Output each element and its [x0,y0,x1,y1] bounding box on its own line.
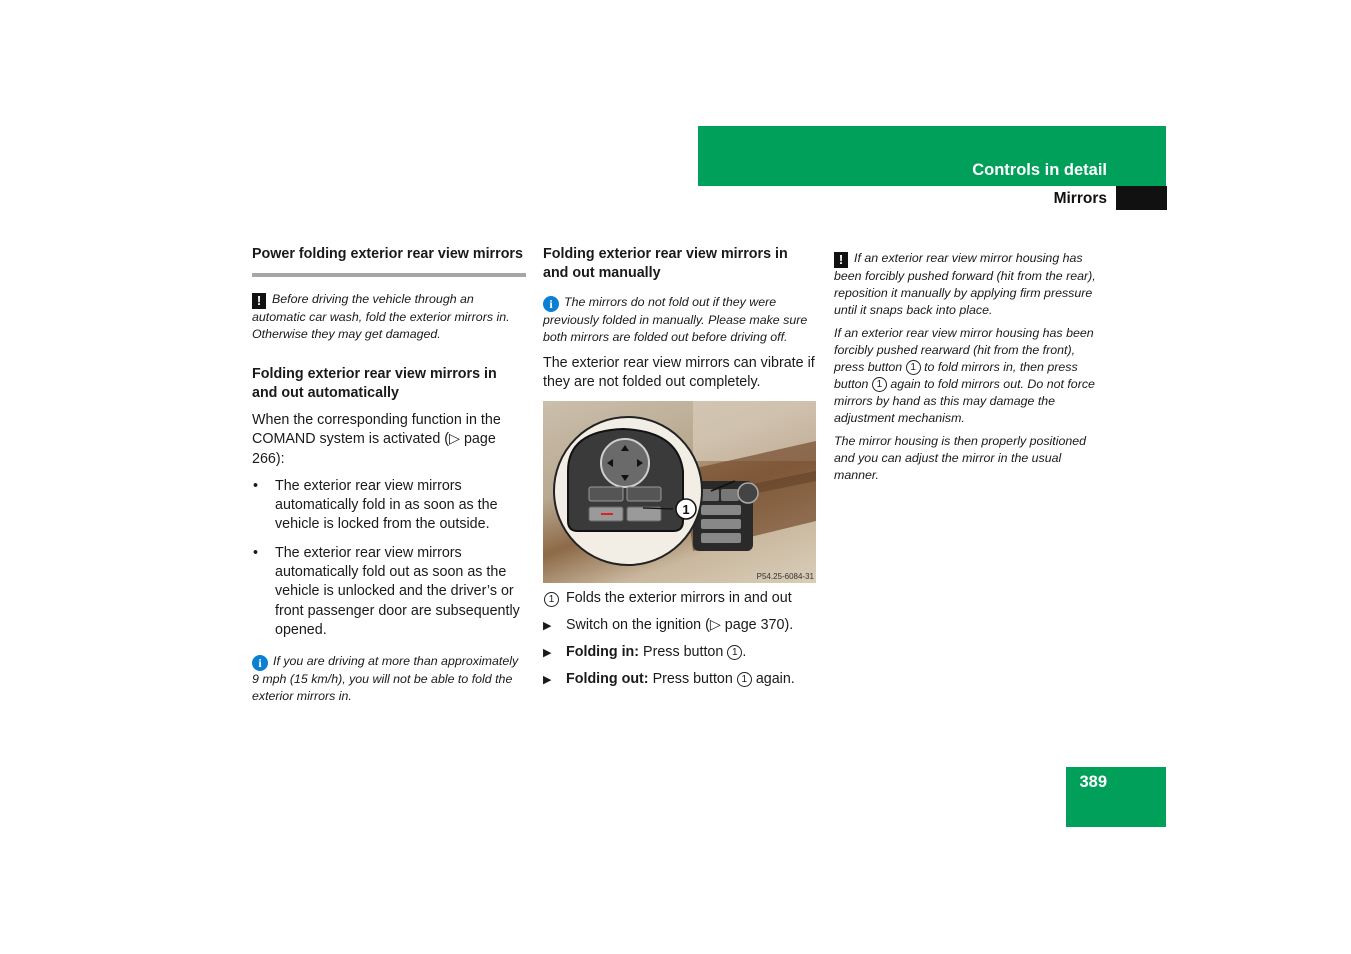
arrow-icon: ▶ [543,619,552,632]
legend-number: 1 [544,592,559,607]
column-2 [543,245,817,690]
note-paragraph: The mirror housing is then properly positioned and you can adjust the mirror in the usual manner. [834,434,1087,482]
warning-note [252,291,526,343]
step-tail: . [742,644,747,661]
header-bar [698,126,1166,186]
subsection-title: Mirrors [1053,190,1107,207]
note-text: again to fold mirrors out. Do not force mirrors by hand as this may damage the adjustment mechanism. [834,377,1095,425]
subsection-marker [1116,186,1167,210]
step-item [543,616,817,635]
callout-number: 1 [682,501,690,517]
heading-rule [252,273,526,277]
info-note [543,294,817,346]
warning-icon: ! [834,252,848,268]
info-text: If you are driving at more than approximately 9 mph (15 km/h), you will not be able to fold the exterior mirrors in. [252,654,519,704]
list-item: • The exterior rear view mirrors automatically fold in as soon as the vehicle is locked from the outside. [252,477,526,535]
info-icon: i [543,296,559,312]
heading-automatic: Folding exterior rear view mirrors in and out automatically [252,366,497,401]
arrow-icon: ▶ [543,647,552,660]
page-number-box [1066,767,1166,827]
list-item: • The exterior rear view mirrors automatically fold out as soon as the vehicle is unlocked and the driver’s or front passenger door are subsequently opened. [252,544,526,640]
step-label: Folding in: [566,644,640,661]
step-text: Press button [643,644,724,661]
warning-note [834,250,1107,319]
section-title: Controls in detail [972,161,1107,179]
legend-item [543,589,817,608]
arrow-icon: ▶ [543,674,552,687]
page-number: 389 [1079,773,1107,791]
step-tail: again. [755,671,795,688]
button-number: 1 [906,360,921,375]
heading-power-folding: Power folding exterior rear view mirrors [252,246,523,262]
warning-icon: ! [252,293,266,309]
step-item [543,643,817,662]
warning-text: If an exterior rear view mirror housing has been forcibly pushed forward (hit from the rear), reposition it manually by applying firm pressure until it snaps back into place. [834,251,1096,317]
step-text: Press button [652,671,733,688]
column-1 [252,245,526,705]
info-note [252,653,526,705]
image-code: P54.25-6084-31 [756,571,814,581]
vibrate-text: The exterior rear view mirrors can vibrate if they are not folded out completely. [543,355,815,391]
column-3 [834,245,1107,484]
step-number: 1 [727,645,742,660]
legend-text: Folds the exterior mirrors in and out [566,589,792,606]
note-text: If an exterior rear view mirror housing has been forcibly pushed rearward (hit from the front), press button [834,326,1094,374]
warning-text: Before driving the vehicle through an automatic car wash, fold the exterior mirrors in. Otherwise they may get damaged. [252,292,510,341]
step-number: 1 [737,672,752,687]
info-text: The mirrors do not fold out if they were previously folded in manually. Please make sure both mirrors are folded out before driving off. [543,295,808,344]
note-paragraph [834,325,1107,427]
note-text: to fold mirrors in, then press button [834,360,1078,391]
mirror-switch-illustration [543,401,816,583]
step-item [543,670,817,689]
heading-manual: Folding exterior rear view mirrors in and out manually [543,246,788,281]
button-number: 1 [872,377,887,392]
intro-text: When the corresponding function in the COMAND system is activated (▷ page 266): [252,412,501,467]
step-label: Folding out: [566,671,649,688]
bullet-list [252,477,526,640]
info-icon: i [252,655,268,671]
step-text: Switch on the ignition (▷ page 370). [566,616,794,633]
mirror-switch-photo [543,401,816,583]
